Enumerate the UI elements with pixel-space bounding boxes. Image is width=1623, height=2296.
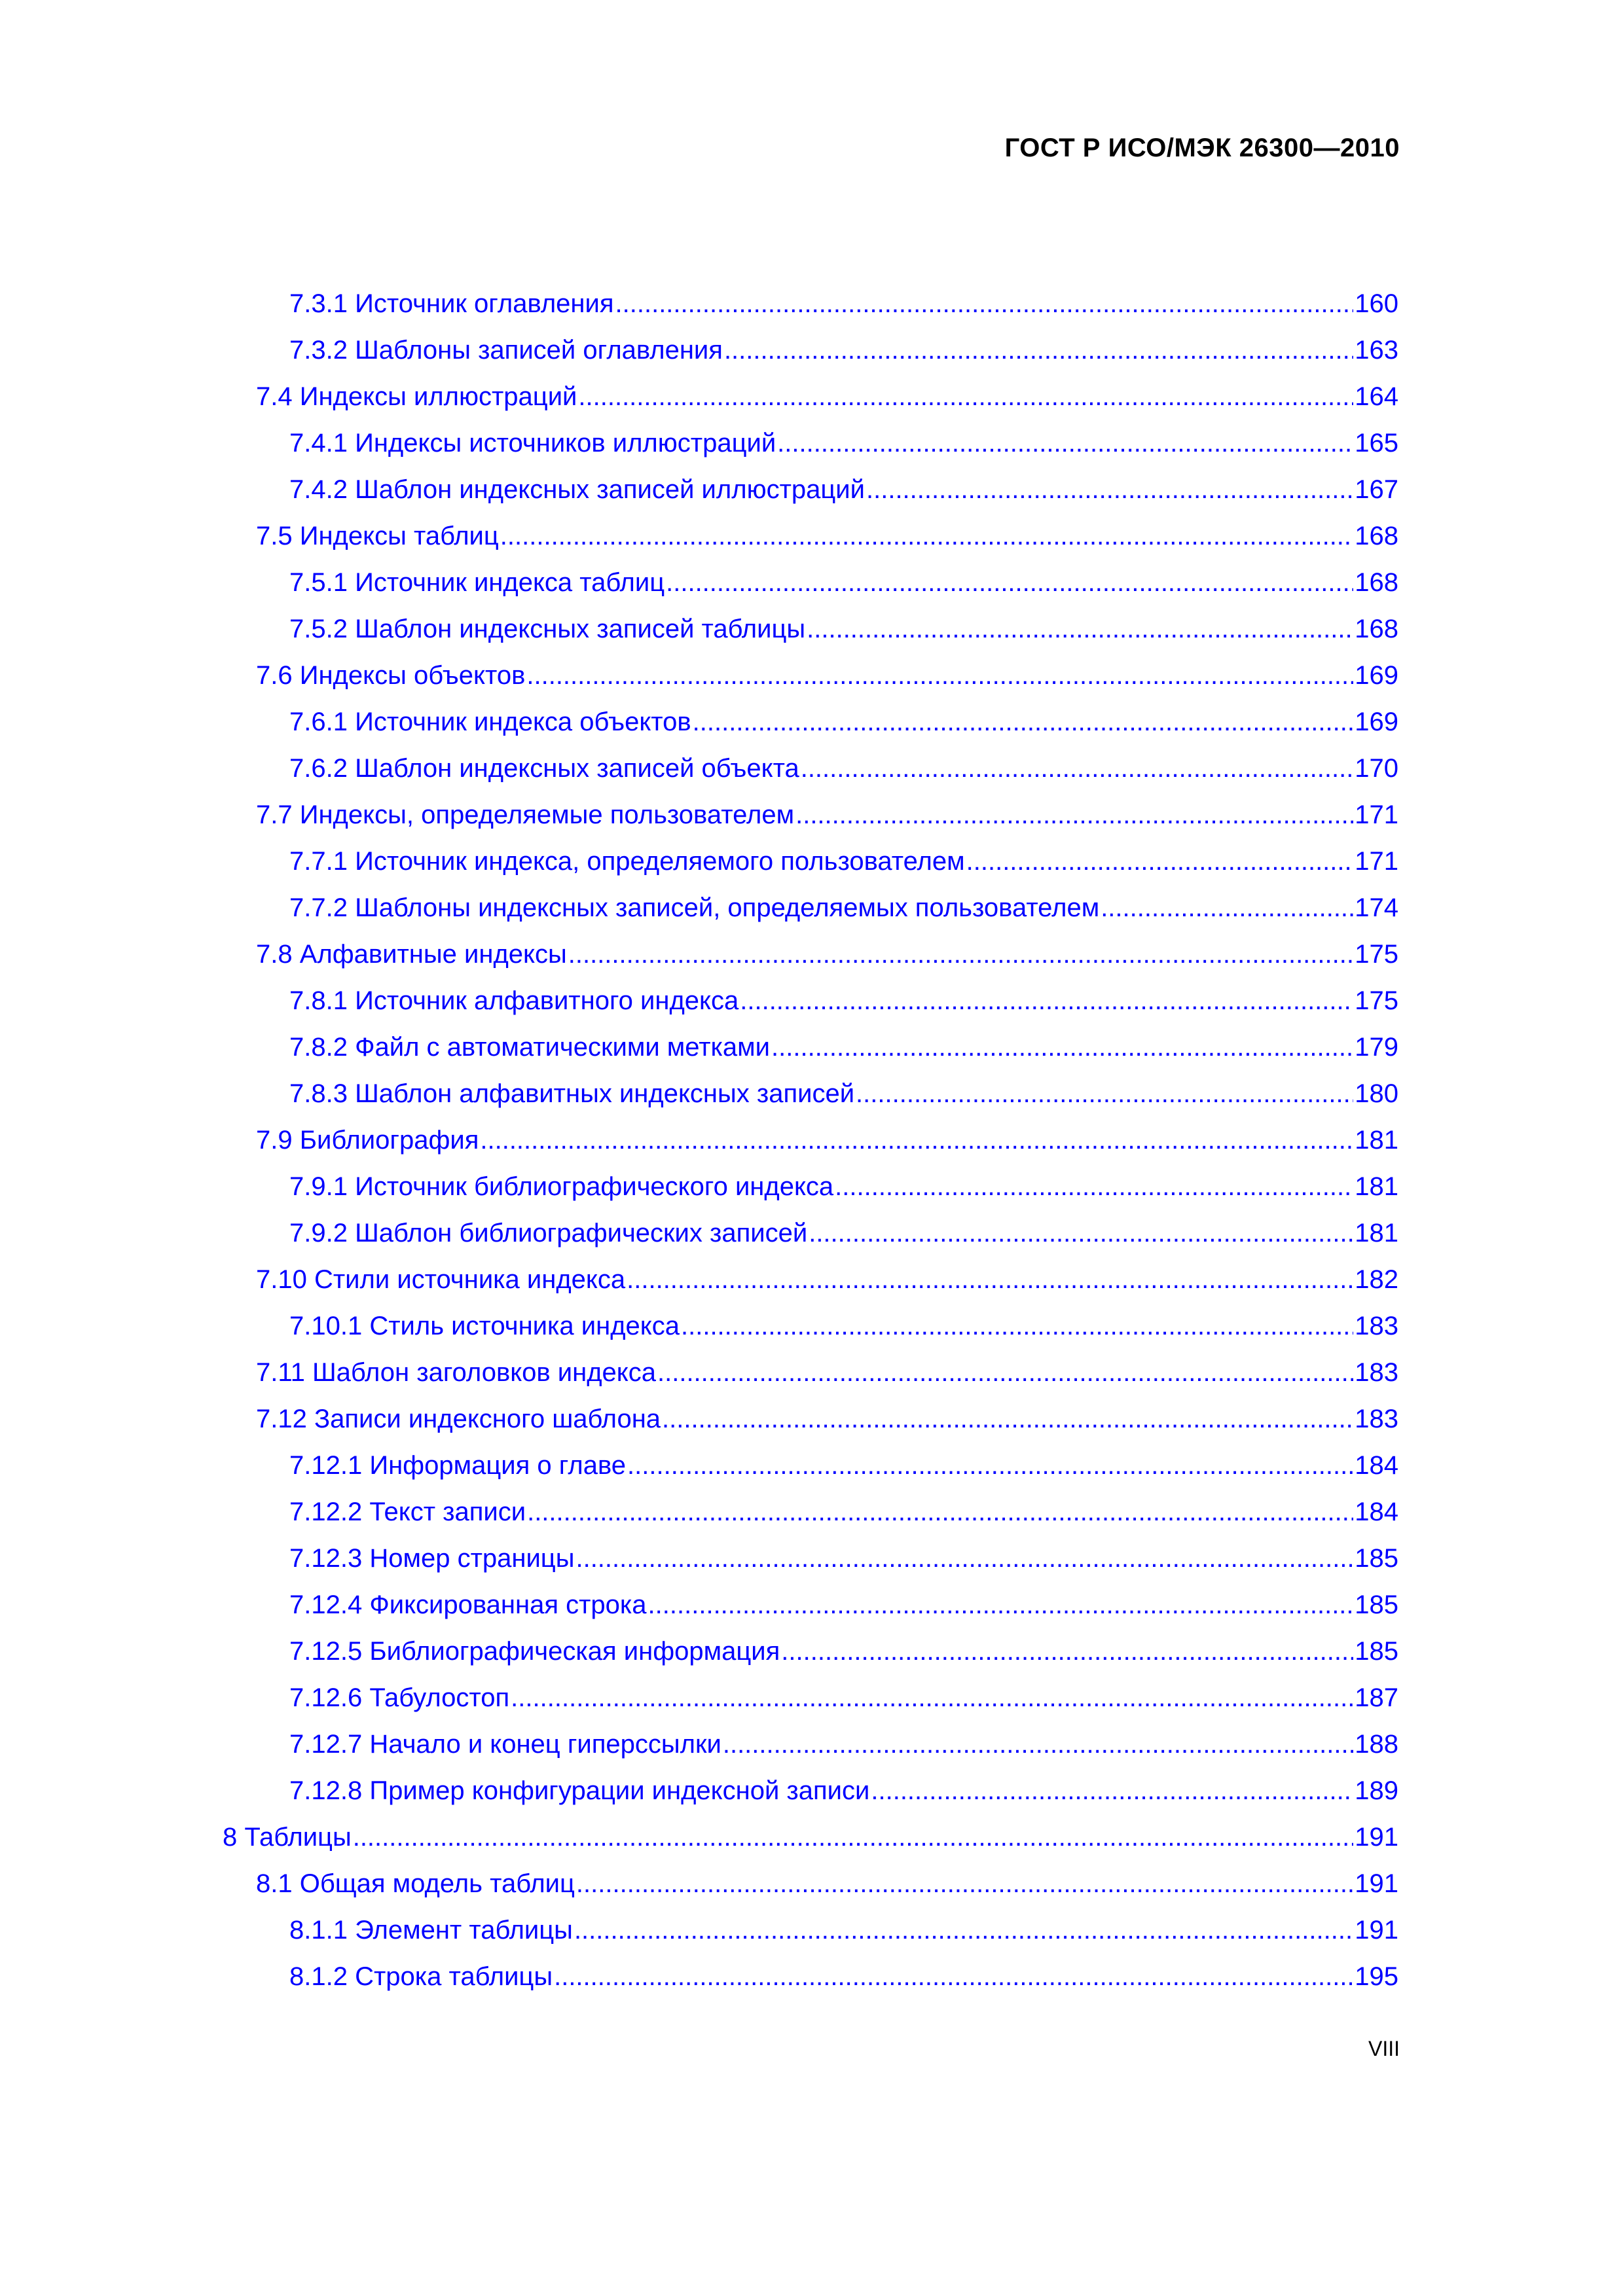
toc-dot-leader [500, 522, 1353, 550]
toc-entry-title[interactable]: 8.1.1 Элемент таблицы [289, 1916, 573, 1945]
toc-entry[interactable] [223, 708, 1398, 755]
page-number: VIII [1368, 2037, 1400, 2060]
toc-entry-title[interactable]: 7.12.4 Фиксированная строка [289, 1590, 647, 1619]
toc-entry-title[interactable]: 7.9 Библиография [256, 1126, 479, 1155]
toc-dot-leader [480, 1126, 1353, 1154]
toc-dot-leader [681, 1312, 1353, 1340]
toc-entry-page-number[interactable]: 175 [1355, 940, 1398, 969]
toc-entry-title[interactable]: 8.1 Общая модель таблиц [256, 1869, 575, 1898]
toc-entry-title[interactable]: 7.11 Шаблон заголовков индекса [256, 1358, 656, 1387]
toc-entry[interactable] [223, 1266, 1398, 1312]
toc-dot-leader [801, 755, 1354, 782]
toc-entry-page-number[interactable]: 188 [1355, 1730, 1398, 1759]
toc-entry[interactable] [223, 1545, 1398, 1591]
toc-entry-title[interactable]: 7.8 Алфавитные индексы [256, 940, 567, 969]
toc-entry[interactable] [223, 615, 1398, 662]
toc-entry-page-number[interactable]: 181 [1355, 1219, 1398, 1247]
toc-entry-title[interactable]: 7.10 Стили источника индекса [256, 1265, 626, 1294]
toc-dot-leader [724, 336, 1353, 364]
toc-dot-leader [966, 848, 1354, 875]
toc-dot-leader [568, 941, 1354, 968]
toc-entry[interactable] [223, 1080, 1398, 1126]
toc-dot-leader [576, 1870, 1353, 1897]
toc-entry[interactable] [223, 1963, 1398, 2009]
toc-dot-leader [526, 662, 1353, 689]
toc-entry[interactable] [223, 336, 1398, 383]
toc-entry-page-number[interactable]: 182 [1355, 1265, 1398, 1294]
toc-entry-page-number[interactable]: 180 [1355, 1079, 1398, 1108]
toc-entry-title[interactable]: 7.5 Индексы таблиц [256, 522, 499, 550]
toc-entry-page-number[interactable]: 170 [1355, 754, 1398, 783]
toc-entry[interactable] [223, 848, 1398, 894]
toc-entry-title[interactable]: 7.4.1 Индексы источников иллюстраций [289, 429, 776, 457]
toc-dot-leader [657, 1359, 1353, 1386]
toc-dot-leader [1101, 894, 1353, 922]
toc-entry[interactable] [223, 1684, 1398, 1731]
toc-entry[interactable] [223, 1033, 1398, 1080]
toc-entry-page-number[interactable]: 184 [1355, 1498, 1398, 1526]
toc-entry[interactable] [223, 1591, 1398, 1638]
toc-entry[interactable] [223, 894, 1398, 941]
toc-entry-page-number[interactable]: 191 [1355, 1823, 1398, 1852]
toc-entry[interactable] [223, 1452, 1398, 1498]
toc-entry-page-number[interactable]: 183 [1355, 1405, 1398, 1433]
toc-entry-title[interactable]: 7.6.1 Источник индекса объектов [289, 708, 691, 736]
toc-entry-title[interactable]: 7.4.2 Шаблон индексных записей иллюстраций [289, 475, 865, 504]
toc-dot-leader [511, 1684, 1353, 1712]
toc-dot-leader [809, 1219, 1353, 1247]
toc-dot-leader [353, 1823, 1354, 1851]
toc-entry-title[interactable]: 7.8.2 Файл с автоматическими метками [289, 1033, 771, 1062]
toc-dot-leader [871, 1777, 1353, 1804]
toc-entry-page-number[interactable]: 169 [1355, 708, 1398, 736]
toc-entry-page-number[interactable]: 175 [1355, 986, 1398, 1015]
toc-entry-page-number[interactable]: 168 [1355, 568, 1398, 597]
toc-entry[interactable] [223, 383, 1398, 429]
toc-dot-leader [662, 1405, 1353, 1433]
toc-entry-title[interactable]: 7.6 Индексы объектов [256, 661, 526, 690]
toc-entry[interactable] [223, 941, 1398, 987]
toc-entry[interactable] [223, 569, 1398, 615]
toc-entry[interactable] [223, 1126, 1398, 1173]
toc-entry-title[interactable]: 7.7.1 Источник индекса, определяемого пользователем [289, 847, 965, 876]
toc-entry[interactable] [223, 662, 1398, 708]
toc-entry[interactable] [223, 1498, 1398, 1545]
toc-entry[interactable] [223, 801, 1398, 848]
toc-entry-title[interactable]: 7.4 Индексы иллюстраций [256, 382, 577, 411]
toc-entry-title[interactable]: 7.12.6 Табулостоп [289, 1683, 510, 1712]
toc-entry-page-number[interactable]: 171 [1355, 847, 1398, 876]
toc-entry[interactable] [223, 1916, 1398, 1963]
toc-entry[interactable] [223, 1359, 1398, 1405]
toc-entry[interactable] [223, 1405, 1398, 1452]
toc-entry-page-number[interactable]: 181 [1355, 1126, 1398, 1155]
toc-entry-page-number[interactable]: 179 [1355, 1033, 1398, 1062]
toc-entry-page-number[interactable]: 165 [1355, 429, 1398, 457]
toc-entry-title[interactable]: 7.6.2 Шаблон индексных записей объекта [289, 754, 799, 783]
toc-dot-leader [575, 1545, 1353, 1572]
toc-entry-page-number[interactable]: 169 [1355, 661, 1398, 690]
toc-entry-page-number[interactable]: 168 [1355, 615, 1398, 643]
toc-entry[interactable] [223, 1870, 1398, 1916]
toc-entry-page-number[interactable]: 183 [1355, 1312, 1398, 1340]
toc-entry[interactable] [223, 1312, 1398, 1359]
toc-entry-page-number[interactable]: 185 [1355, 1544, 1398, 1573]
toc-entry-title[interactable]: 7.12.2 Текст записи [289, 1498, 526, 1526]
document-header-title: ГОСТ Р ИСО/МЭК 26300—2010 [1004, 134, 1400, 162]
toc-entry-title[interactable]: 7.12.5 Библиографическая информация [289, 1637, 780, 1666]
toc-entry-title[interactable]: 8.1.2 Строка таблицы [289, 1962, 553, 1991]
toc-entry[interactable] [223, 1638, 1398, 1684]
toc-dot-leader [795, 801, 1353, 829]
toc-entry-title[interactable]: 7.3.2 Шаблоны записей оглавления [289, 336, 723, 365]
toc-entry-title[interactable]: 7.3.1 Источник оглавления [289, 289, 614, 318]
toc-dot-leader [554, 1963, 1353, 1990]
toc-entry-title[interactable]: 7.12.1 Информация о главе [289, 1451, 627, 1480]
toc-entry-page-number[interactable]: 181 [1355, 1172, 1398, 1201]
toc-entry-page-number[interactable]: 185 [1355, 1590, 1398, 1619]
toc-entry[interactable] [223, 476, 1398, 522]
toc-dot-leader [648, 1591, 1354, 1619]
toc-entry-title[interactable]: 7.12.8 Пример конфигурации индексной записи [289, 1776, 870, 1805]
table-of-contents [223, 290, 1398, 2009]
toc-entry-title[interactable]: 8 Таблицы [223, 1823, 352, 1852]
toc-dot-leader [777, 429, 1353, 457]
toc-entry[interactable] [223, 987, 1398, 1033]
toc-entry-page-number[interactable]: 183 [1355, 1358, 1398, 1387]
toc-dot-leader [693, 708, 1354, 736]
toc-entry[interactable] [223, 755, 1398, 801]
toc-entry[interactable] [223, 290, 1398, 336]
toc-dot-leader [578, 383, 1353, 410]
toc-entry[interactable] [223, 1219, 1398, 1266]
toc-entry-page-number[interactable]: 174 [1355, 893, 1398, 922]
toc-entry-title[interactable]: 7.9.1 Источник библиографического индекса [289, 1172, 834, 1201]
toc-entry-page-number[interactable]: 160 [1355, 289, 1398, 318]
toc-entry[interactable] [223, 1823, 1398, 1870]
toc-dot-leader [856, 1080, 1353, 1107]
toc-entry-page-number[interactable]: 168 [1355, 522, 1398, 550]
toc-entry-title[interactable]: 7.7 Индексы, определяемые пользователем [256, 800, 795, 829]
toc-entry[interactable] [223, 429, 1398, 476]
toc-dot-leader [627, 1266, 1353, 1293]
toc-dot-leader [866, 476, 1353, 503]
toc-entry-title[interactable]: 7.8.1 Источник алфавитного индекса [289, 986, 739, 1015]
toc-entry-title[interactable]: 7.12 Записи индексного шаблона [256, 1405, 661, 1433]
toc-dot-leader [781, 1638, 1353, 1665]
toc-entry-page-number[interactable]: 195 [1355, 1962, 1398, 1991]
toc-entry[interactable] [223, 1777, 1398, 1823]
toc-entry-title[interactable]: 7.12.7 Начало и конец гиперссылки [289, 1730, 721, 1759]
toc-entry-page-number[interactable]: 171 [1355, 800, 1398, 829]
toc-entry-page-number[interactable]: 163 [1355, 336, 1398, 365]
toc-entry-title[interactable]: 7.5.2 Шаблон индексных записей таблицы [289, 615, 806, 643]
toc-dot-leader [771, 1033, 1353, 1061]
toc-dot-leader [666, 569, 1353, 596]
toc-entry-page-number[interactable]: 185 [1355, 1637, 1398, 1666]
toc-dot-leader [615, 290, 1354, 317]
toc-entry-title[interactable]: 7.9.2 Шаблон библиографических записей [289, 1219, 808, 1247]
toc-entry-title[interactable]: 7.5.1 Источник индекса таблиц [289, 568, 665, 597]
toc-entry-title[interactable]: 7.8.3 Шаблон алфавитных индексных записей [289, 1079, 855, 1108]
toc-dot-leader [723, 1731, 1353, 1758]
toc-entry-title[interactable]: 7.10.1 Стиль источника индекса [289, 1312, 680, 1340]
toc-entry-page-number[interactable]: 187 [1355, 1683, 1398, 1712]
toc-entry-page-number[interactable]: 189 [1355, 1776, 1398, 1805]
toc-dot-leader [835, 1173, 1353, 1200]
toc-entry[interactable] [223, 522, 1398, 569]
toc-entry-page-number[interactable]: 191 [1355, 1869, 1398, 1898]
toc-entry-page-number[interactable]: 184 [1355, 1451, 1398, 1480]
toc-entry[interactable] [223, 1173, 1398, 1219]
toc-dot-leader [574, 1916, 1353, 1944]
toc-dot-leader [627, 1452, 1353, 1479]
toc-entry-title[interactable]: 7.12.3 Номер страницы [289, 1544, 575, 1573]
toc-entry-page-number[interactable]: 191 [1355, 1916, 1398, 1945]
toc-dot-leader [740, 987, 1353, 1014]
toc-entry-page-number[interactable]: 167 [1355, 475, 1398, 504]
toc-entry-page-number[interactable]: 164 [1355, 382, 1398, 411]
toc-dot-leader [527, 1498, 1353, 1526]
toc-entry-title[interactable]: 7.7.2 Шаблоны индексных записей, определяемых пользователем [289, 893, 1100, 922]
toc-dot-leader [807, 615, 1353, 643]
toc-entry[interactable] [223, 1731, 1398, 1777]
